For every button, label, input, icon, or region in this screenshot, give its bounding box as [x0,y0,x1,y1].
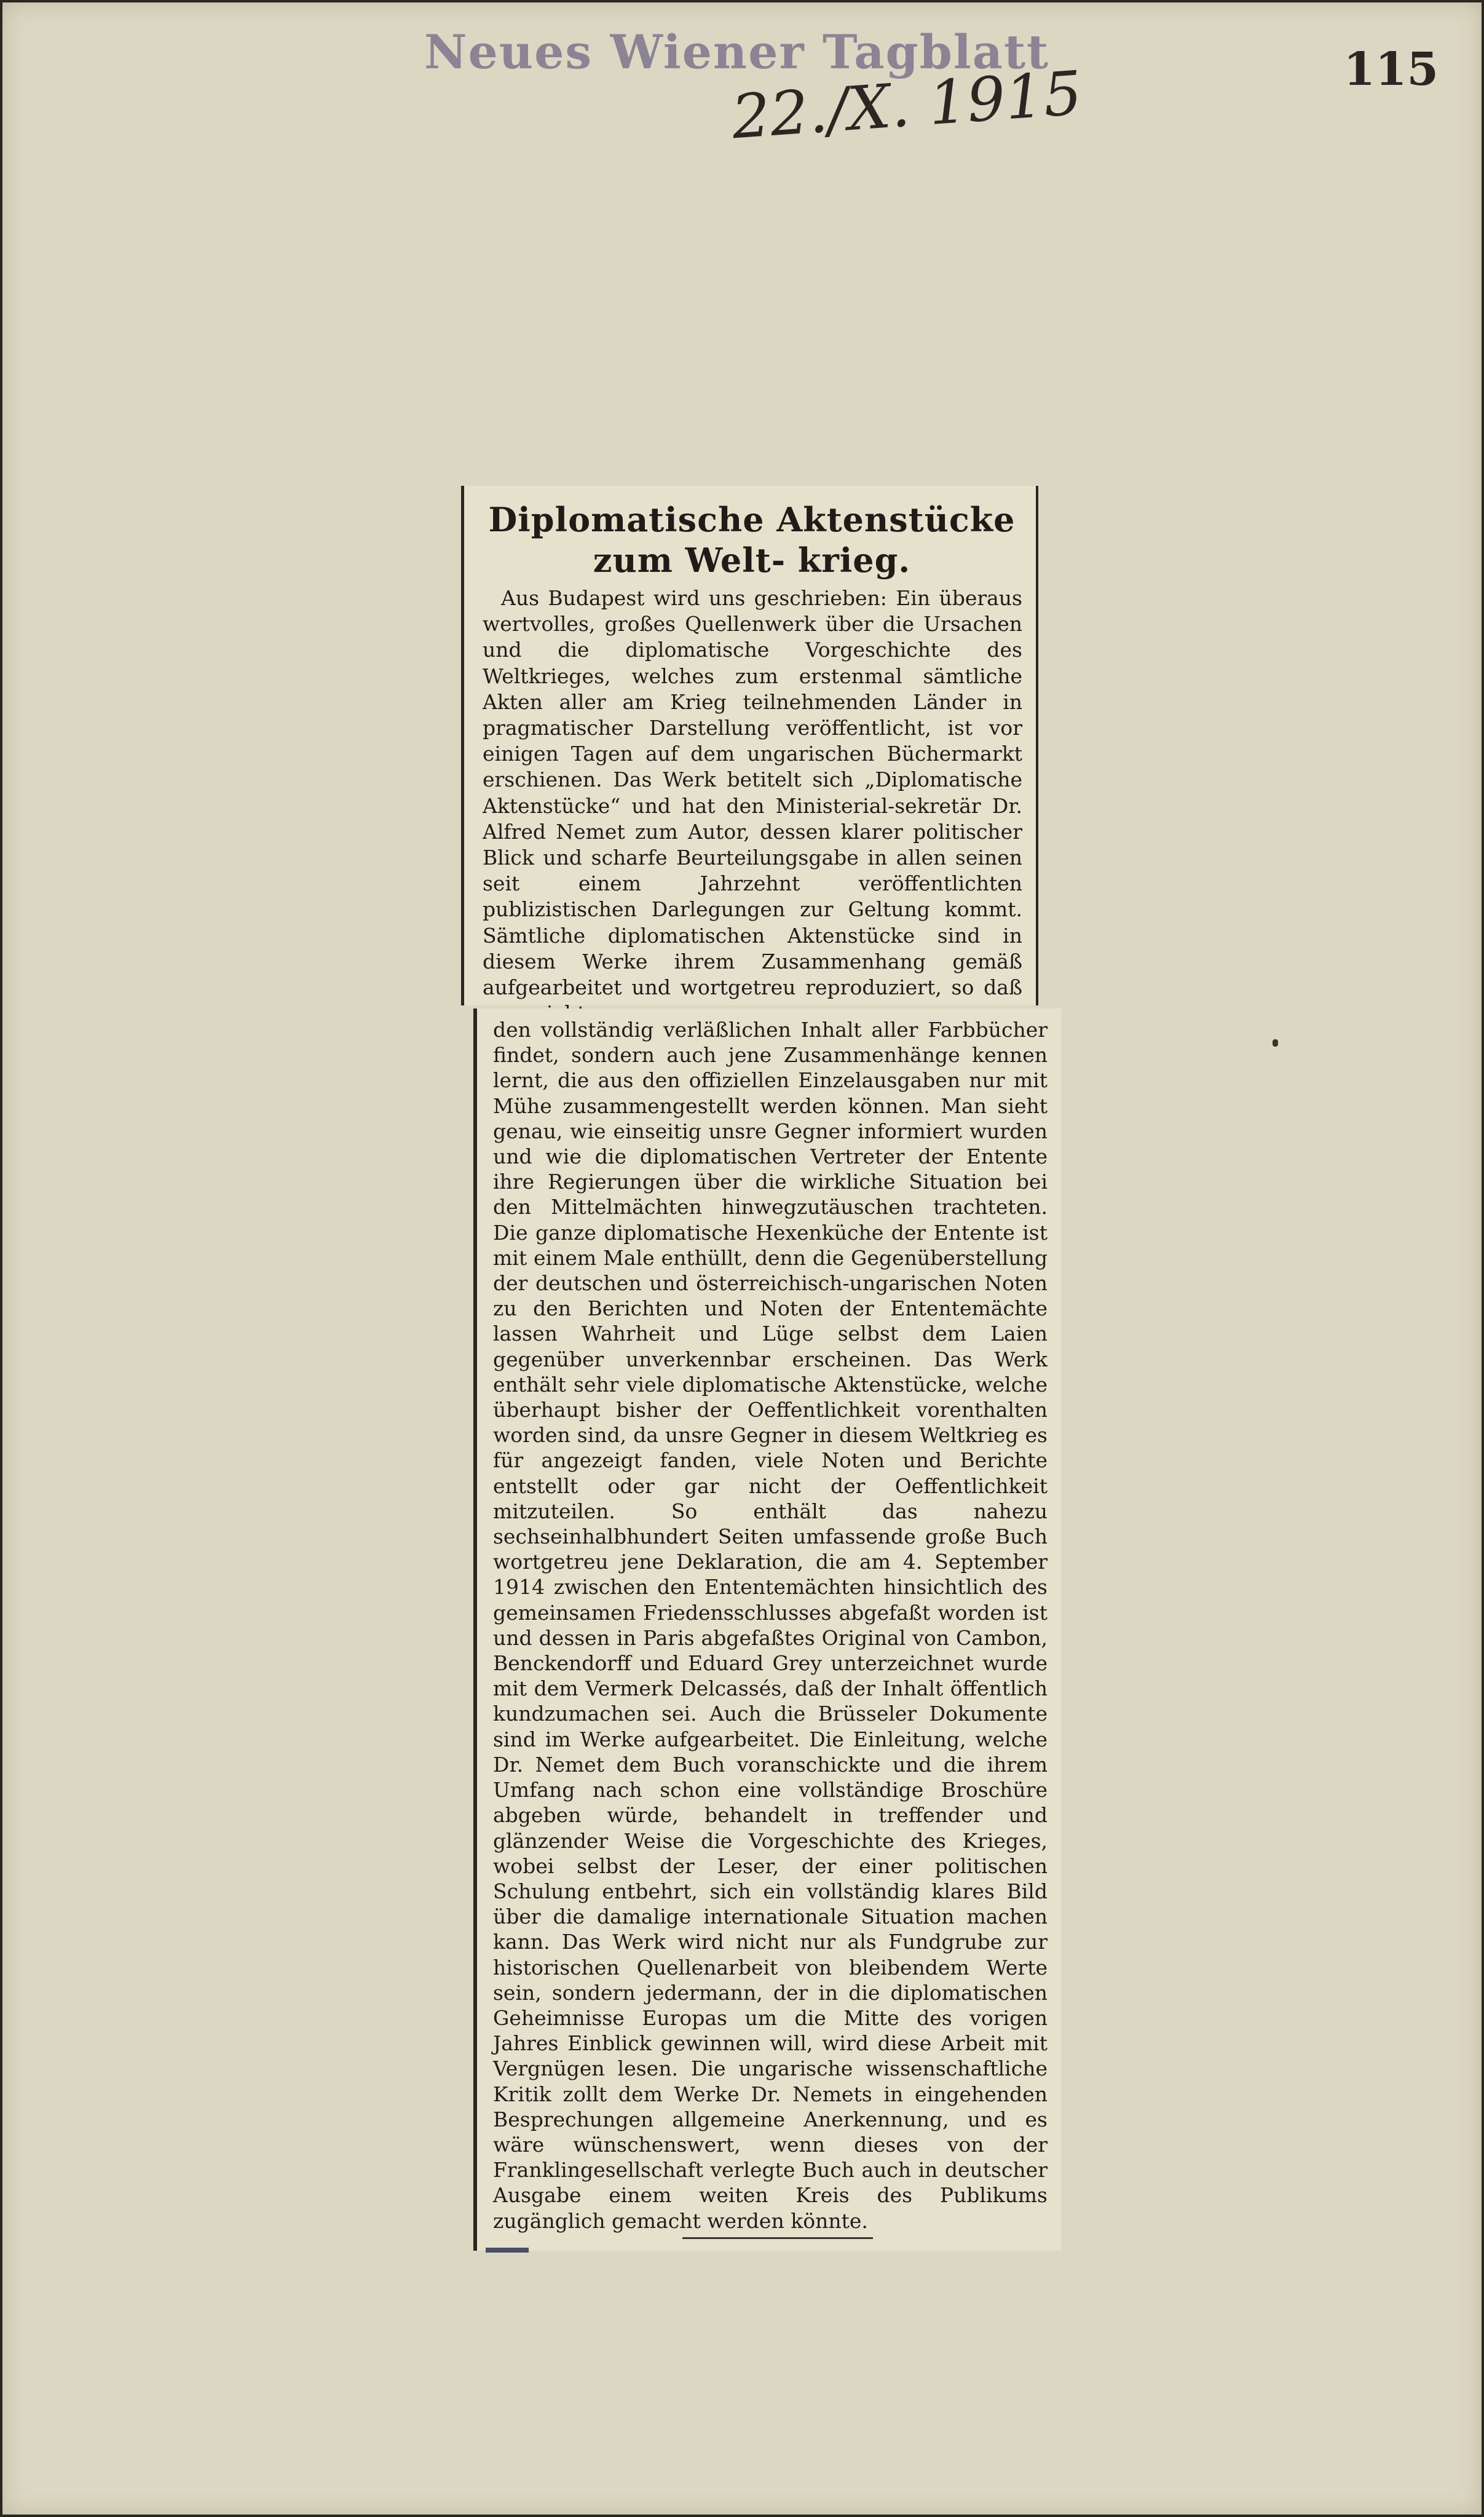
article-text-part-2: den vollständig verläßlichen Inhalt aller Farbbücher findet, sondern auch jene Zusammenhänge kennen lernt, die aus den offiziellen Einzelausgaben nur mit Mühe zusammengestellt werden können. Man sieht genau, wie einseitig unsre Gegner informiert wurden und wie die diplomatischen Vertreter der Entente ihre Regierungen über die wirkliche Situation bei den Mittelmächten hinwegzutäuschen trachteten. Die ganze diplomatische Hexenküche der Entente ist mit einem Male enthüllt, denn die Gegenüberstellung der deutschen und österreichisch-ungarischen Noten zu den Berichten und Noten der Ententemächte lassen Wahrheit und Lüge selbst dem Laien gegenüber unverkennbar erscheinen. Das Werk enthält sehr viele diplomatische Aktenstücke, welche überhaupt bisher der Oeffentlichkeit vorenthalten worden sind, da unsre Gegner in diesem Weltkrieg es für angezeigt fanden, viele Noten und Berichte entstellt oder gar nicht der Oeffentlichkeit mitzuteilen. So enthält das nahezu sechseinhalbhundert Seiten umfassende große Buch wortgetreu jene Deklaration, die am 4. September 1914 zwischen den Ententemächten hinsichtlich des gemeinsamen Friedensschlusses abgefaßt worden ist und dessen in Paris abgefaßtes Original von Cambon, Benckendorff und Eduard Grey unterzeichnet wurde mit dem Vermerk Delcassés, daß der Inhalt öffentlich kundzumachen sei. Auch die Brüsseler Dokumente sind im Werke aufgearbeitet. Die Einleitung, welche Dr. Nemet dem Buch voranschickte und die ihrem Umfang nach schon eine vollständige Broschüre abgeben würde, behandelt in treffender und glänzender Weise die Vorgeschichte des Krieges, wobei selbst der Leser, der einer politischen Schulung entbehrt, sich ein vollständig klares Bild über die damalige internationale Situation machen kann. Das Werk wird nicht nur als Fundgrube zur historischen Quellenarbeit von bleibendem Werte sein, sondern jedermann, der in die diplomatischen Geheimnisse Europas um die Mitte des vorigen Jahres Einblick gewinnen will, wird diese Arbeit mit Vergnügen lesen. Die ungarische wissenschaftliche Kritik zollt dem Werke Dr. Nemets in eingehenden Besprechungen allgemeine Anerkennung, und es wäre wünschenswert, wenn dieses von der Franklingesellschaft verlegte Buch auch in deutscher Ausgabe einem weiten Kreis des Publikums zugänglich gemacht werden könnte. [493,1018,1048,2233]
clipping-part-2 [473,1009,1061,2251]
clipping-part-1 [461,486,1038,1005]
article-text-part-1: Aus Budapest wird uns geschrieben: Ein überaus wertvolles, großes Quellenwerk über die Ursachen und die diplomatische Vorgeschichte des Weltkrieges, welches zum erstenmal sämtliche Akten aller am Krieg teilnehmenden Länder in pragmatischer Darstellung veröffentlicht, ist vor einigen Tagen auf dem ungarischen Büchermarkt erschienen. Das Werk betitelt sich „Diplomatische Aktenstücke“ und hat den Ministerial-sekretär Dr. Alfred Nemet zum Autor, dessen klarer politischer Blick und scharfe Beurteilungsgabe in allen seinen seit einem Jahrzehnt veröffentlichten publizistischen Darlegungen zur Geltung kommt. Sämtliche diplomatischen Aktenstücke sind in diesem Werke ihrem Zusammenhang gemäß aufgearbeitet und wortgetreu reproduziert, so daß [483,586,1022,1000]
article-headline: Diplomatische Aktenstücke zum Welt- krieg. [488,500,1016,580]
end-rule [682,2237,873,2239]
pencil-mark [486,2248,529,2253]
ink-dot [1273,1039,1278,1047]
page-number: 115 [1343,43,1439,96]
newspaper-stamp: Neues Wiener Tagblatt [424,25,1050,79]
handwritten-date: 22./X. 1915 [729,58,1084,153]
